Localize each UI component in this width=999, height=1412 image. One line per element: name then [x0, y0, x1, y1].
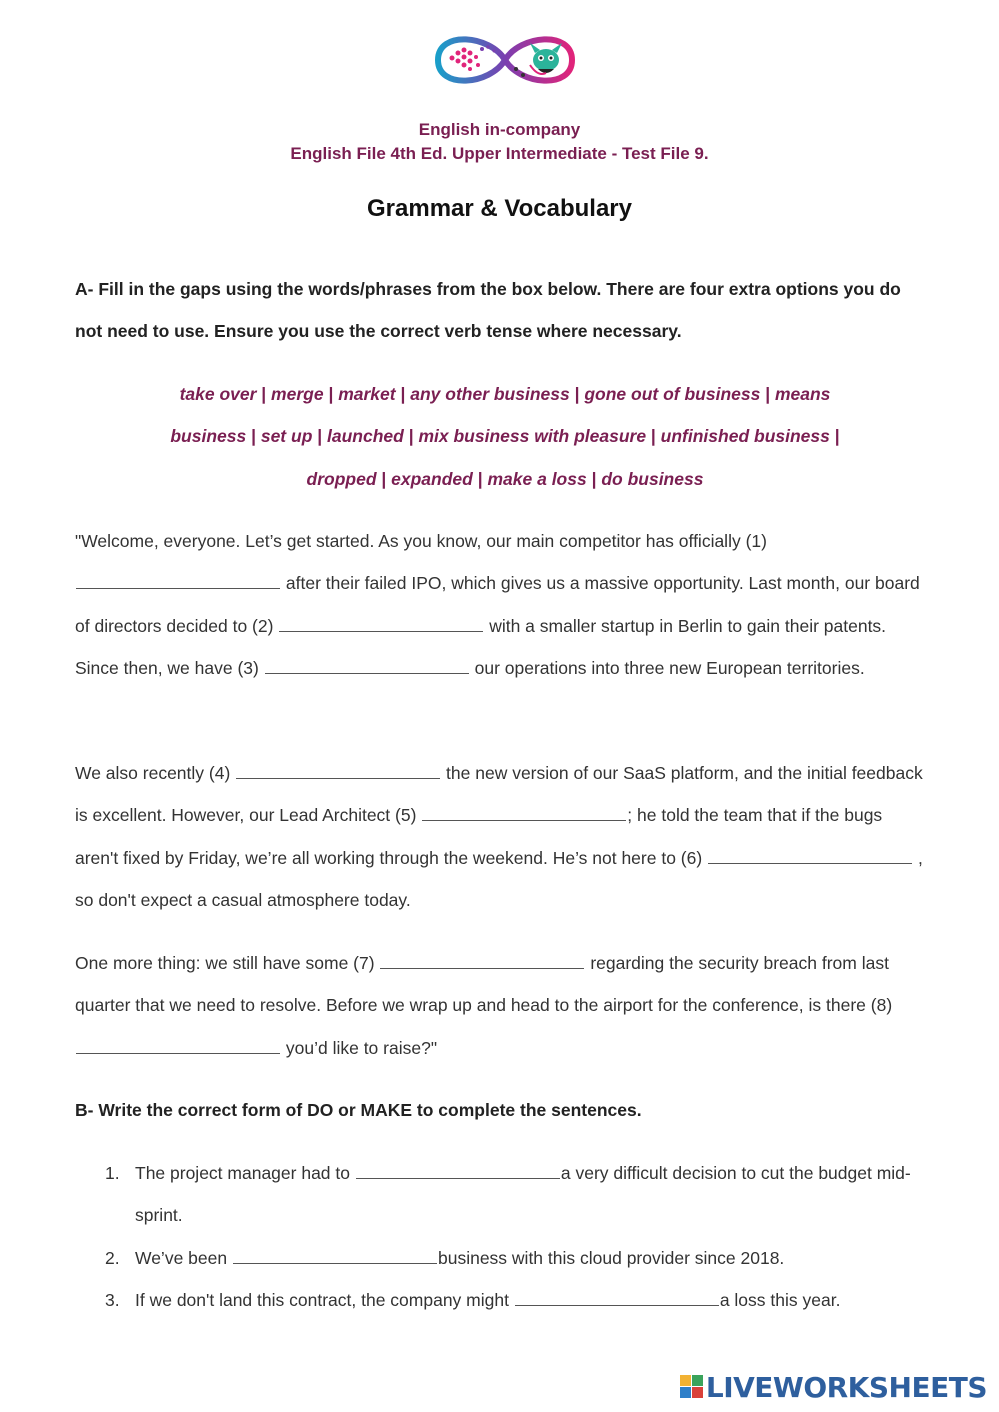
word-option: dropped: [306, 468, 377, 489]
gap-b1[interactable]: [356, 1177, 560, 1179]
paragraph-text: , so don't expect a casual atmosphere today.: [75, 847, 923, 910]
gap-5[interactable]: [422, 819, 626, 821]
paragraph-text: "Welcome, everyone. Let’s get started. As you know, our main competitor has officially (1): [75, 531, 767, 551]
section-a-instruction: A- Fill in the gaps using the words/phrases from the box below. There are four extra options you do not need to use. Ensure you use the correct verb tense where necessary.: [75, 279, 901, 342]
word-option: expanded: [391, 468, 473, 489]
word-option: any other business: [410, 384, 570, 404]
word-option: launched: [327, 426, 404, 447]
document-header: [0, 118, 999, 166]
word-box-line-1: take over | merge | market | any other business | gone out of business | means: [179, 384, 831, 404]
word-option: business: [170, 426, 247, 447]
paragraph-2: [75, 752, 925, 921]
item-text: We’ve been: [135, 1247, 228, 1268]
gap-b2[interactable]: [233, 1262, 437, 1264]
gap-2[interactable]: [279, 630, 483, 632]
word-box-line-3: dropped | expanded | make a loss | do business: [306, 468, 704, 489]
word-box-line-2: business | set up | launched | mix business with pleasure | unfinished business |: [170, 426, 840, 447]
list-item: [75, 1279, 925, 1321]
header-line-2: English File 4th Ed. Upper Intermediate - Test File 9.: [290, 144, 709, 163]
list-item: [75, 1152, 925, 1237]
item-text: business with this cloud provider since 2018.: [437, 1247, 785, 1268]
paragraph-text: after their failed IPO, which gives us a massive opportunity. Last month, our board of directors decided to (2): [75, 573, 920, 636]
page-title: Grammar & Vocabulary: [367, 195, 632, 222]
gap-8[interactable]: [76, 1052, 280, 1054]
word-option: mix business with pleasure: [418, 426, 647, 447]
word-box: [120, 373, 890, 500]
paragraph-3: [75, 942, 925, 1069]
word-option: set up: [260, 426, 313, 447]
word-option: market: [338, 384, 396, 404]
paragraph-text: One more thing: we still have some (7): [75, 953, 375, 973]
paragraph-text: ; he told the team that if the bugs aren't fixed by Friday, we’re all working through the weekend. He’s not here to (6): [75, 805, 883, 868]
item-text: If we don't land this contract, the company might: [135, 1289, 509, 1310]
section-b-instruction: B- Write the correct form of DO or MAKE to complete the sentences.: [75, 1100, 642, 1120]
list-item: [75, 1237, 925, 1279]
gap-4[interactable]: [236, 777, 440, 779]
paragraph-text: We also recently (4): [75, 763, 231, 783]
word-option: do business: [601, 468, 704, 489]
paragraph-text: with a smaller startup in Berlin to gain their patents. Since then, we have (3): [75, 615, 887, 678]
word-option: take over: [179, 384, 257, 404]
item-text: a very difficult decision to cut the budget mid-sprint.: [135, 1163, 911, 1226]
item-number: 1.: [105, 1163, 120, 1183]
live-badge-icon: [680, 1375, 704, 1399]
paragraph-1: [75, 520, 925, 689]
gap-6[interactable]: [708, 862, 912, 864]
word-option: gone out of business: [584, 384, 761, 404]
word-option: make a loss: [487, 468, 587, 489]
gap-3[interactable]: [265, 672, 469, 674]
word-option: unfinished business: [660, 426, 830, 447]
school-logo: [430, 25, 580, 95]
gap-7[interactable]: [380, 967, 584, 969]
liveworksheets-logo: [680, 1370, 987, 1404]
gap-b3[interactable]: [515, 1304, 719, 1306]
brand-name: LIVEWORKSHEETS: [705, 1370, 987, 1404]
paragraph-text: you’d like to raise?": [285, 1037, 438, 1058]
paragraph-text: the new version of our SaaS platform, and the initial feedback is excellent. However, our Lead Architect (5): [75, 763, 923, 826]
item-text: a loss this year.: [719, 1289, 841, 1310]
paragraph-text: our operations into three new European territories.: [474, 657, 865, 678]
header-line-1: English in-company: [418, 120, 581, 139]
section-b-list: [75, 1152, 925, 1321]
item-text: The project manager had to: [135, 1163, 350, 1183]
gap-1[interactable]: [76, 587, 280, 589]
item-number: 2.: [105, 1247, 120, 1268]
word-option: merge: [271, 384, 324, 404]
word-option: means: [774, 384, 831, 404]
item-number: 3.: [105, 1289, 120, 1310]
paragraph-text: regarding the security breach from last quarter that we need to resolve. Before we wrap up and head to the airport for the conference, is there (8): [75, 953, 893, 1016]
